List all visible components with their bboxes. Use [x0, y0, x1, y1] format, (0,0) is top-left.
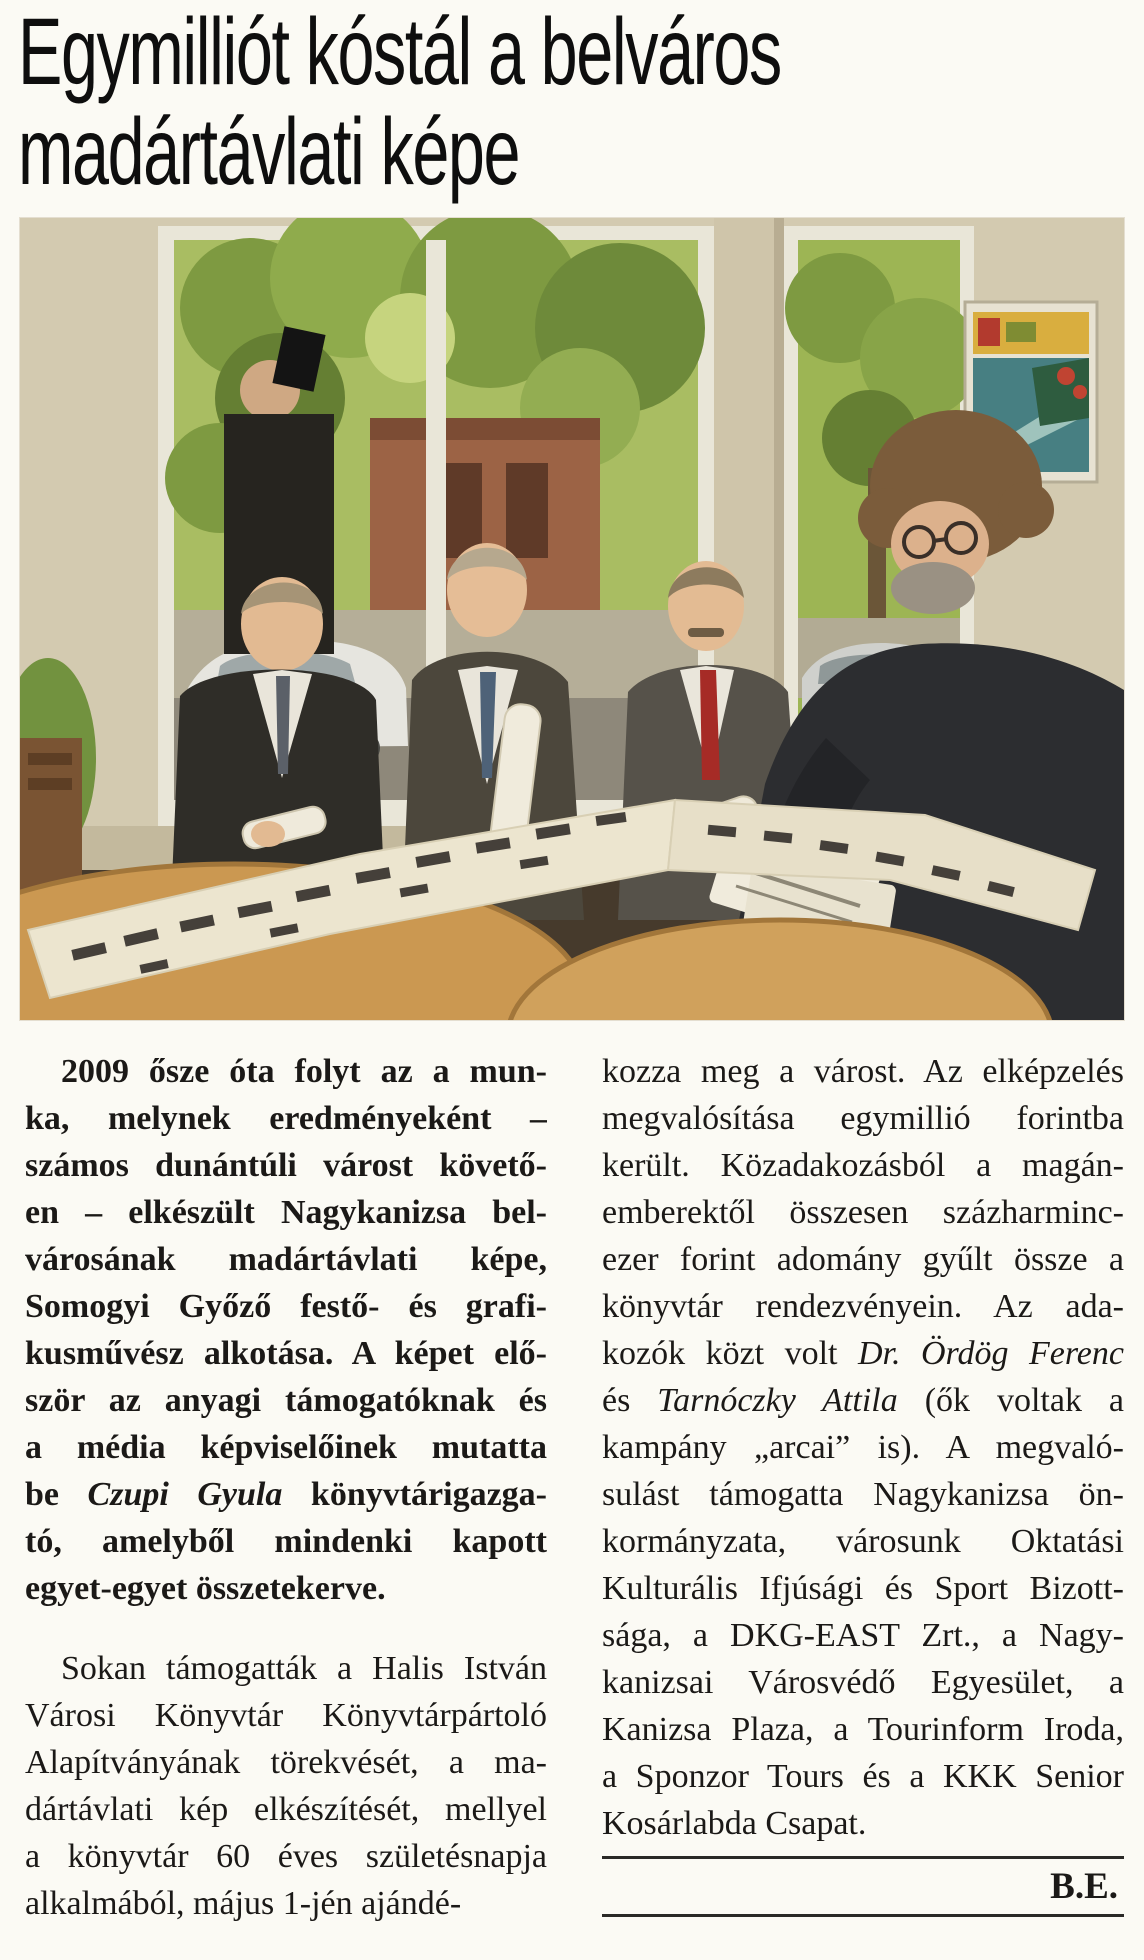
signature-block: [602, 1856, 1124, 1917]
article-column-1: [25, 1048, 547, 1927]
text-line: kanizsai Városvédő Egyesület, a: [602, 1664, 1124, 1701]
text-line: alkalmából, május 1-jén ajándé-: [25, 1885, 462, 1922]
text-line: került. Közadakozásból a magán-: [602, 1147, 1124, 1184]
text-line: kampány „arcai” is). A megvaló-: [602, 1429, 1124, 1466]
headline-line-2: madártávlati képe: [18, 99, 520, 205]
text-line: számos dunántúli várost követő-: [25, 1147, 547, 1184]
photo-illustration: [20, 218, 1124, 1020]
text-line: Kosárlabda Csapat.: [602, 1805, 867, 1842]
text-line: egyet-egyet összetekerve.: [25, 1570, 386, 1607]
text-line: a Sponzor Tours és a KKK Senior: [602, 1758, 1124, 1795]
article-column-2: [602, 1048, 1124, 1847]
text-line: Kulturális Ifjúsági és Sport Bizott-: [602, 1570, 1124, 1607]
text-line: sága, a DKG-EAST Zrt., a Nagy-: [602, 1617, 1124, 1654]
text-line: Sokan támogatták a Halis István: [61, 1650, 547, 1687]
text-line: kozza meg a várost. Az elképzelés: [602, 1053, 1124, 1090]
text-line: emberektől összesen százharminc-: [602, 1194, 1124, 1231]
text-line: Alapítványának törekvését, a ma-: [25, 1744, 547, 1781]
text-line: 2009 ősze óta folyt az a mun-: [61, 1053, 547, 1090]
author-signature: B.E.: [1050, 1866, 1118, 1907]
text-line: kormányzata, városunk Oktatási: [602, 1523, 1124, 1560]
text-line: ezer forint adomány gyűlt össze a: [602, 1241, 1124, 1278]
text-line: városának madártávlati képe,: [25, 1241, 547, 1278]
text-line: ka, melynek eredményeként –: [25, 1100, 547, 1137]
text-line: a könyvtár 60 éves születésnapja: [25, 1838, 547, 1875]
text-line: kusművész alkotása. A képet elő-: [25, 1335, 547, 1372]
text-line: a média képviselőinek mutatta: [25, 1429, 547, 1466]
text-line: en – elkészült Nagykanizsa bel-: [25, 1194, 547, 1231]
paragraph-2: [25, 1645, 547, 1927]
text-line: könyvtár rendezvényein. Az ada-: [602, 1288, 1124, 1325]
text-line: be Czupi Gyula könyvtárigazga-: [25, 1476, 547, 1513]
text-line: Kanizsa Plaza, a Tourinform Iroda,: [602, 1711, 1124, 1748]
article-photo: [20, 218, 1124, 1020]
paragraph-1: [25, 1048, 547, 1612]
text-line: Somogyi Győző festő- és grafi-: [25, 1288, 547, 1325]
text-line: dártávlati kép elkészítését, mellyel: [25, 1791, 547, 1828]
text-line: kozók közt volt Dr. Ördög Ferenc: [602, 1335, 1124, 1372]
text-line: tó, amelyből mindenki kapott: [25, 1523, 547, 1560]
headline-line-1: Egymilliót kóstál a belváros: [18, 0, 781, 105]
text-line: Városi Könyvtár Könyvtárpártoló: [25, 1697, 547, 1734]
article-headline: [18, 0, 781, 205]
text-line: megvalósítása egymillió forintba: [602, 1100, 1124, 1137]
paragraph-3: [602, 1048, 1124, 1847]
text-line: és Tarnóczky Attila (ők voltak a: [602, 1382, 1124, 1419]
text-line: sulást támogatta Nagykanizsa ön-: [602, 1476, 1124, 1513]
text-line: ször az anyagi támogatóknak és: [25, 1382, 547, 1419]
divider-bottom: [602, 1914, 1124, 1917]
